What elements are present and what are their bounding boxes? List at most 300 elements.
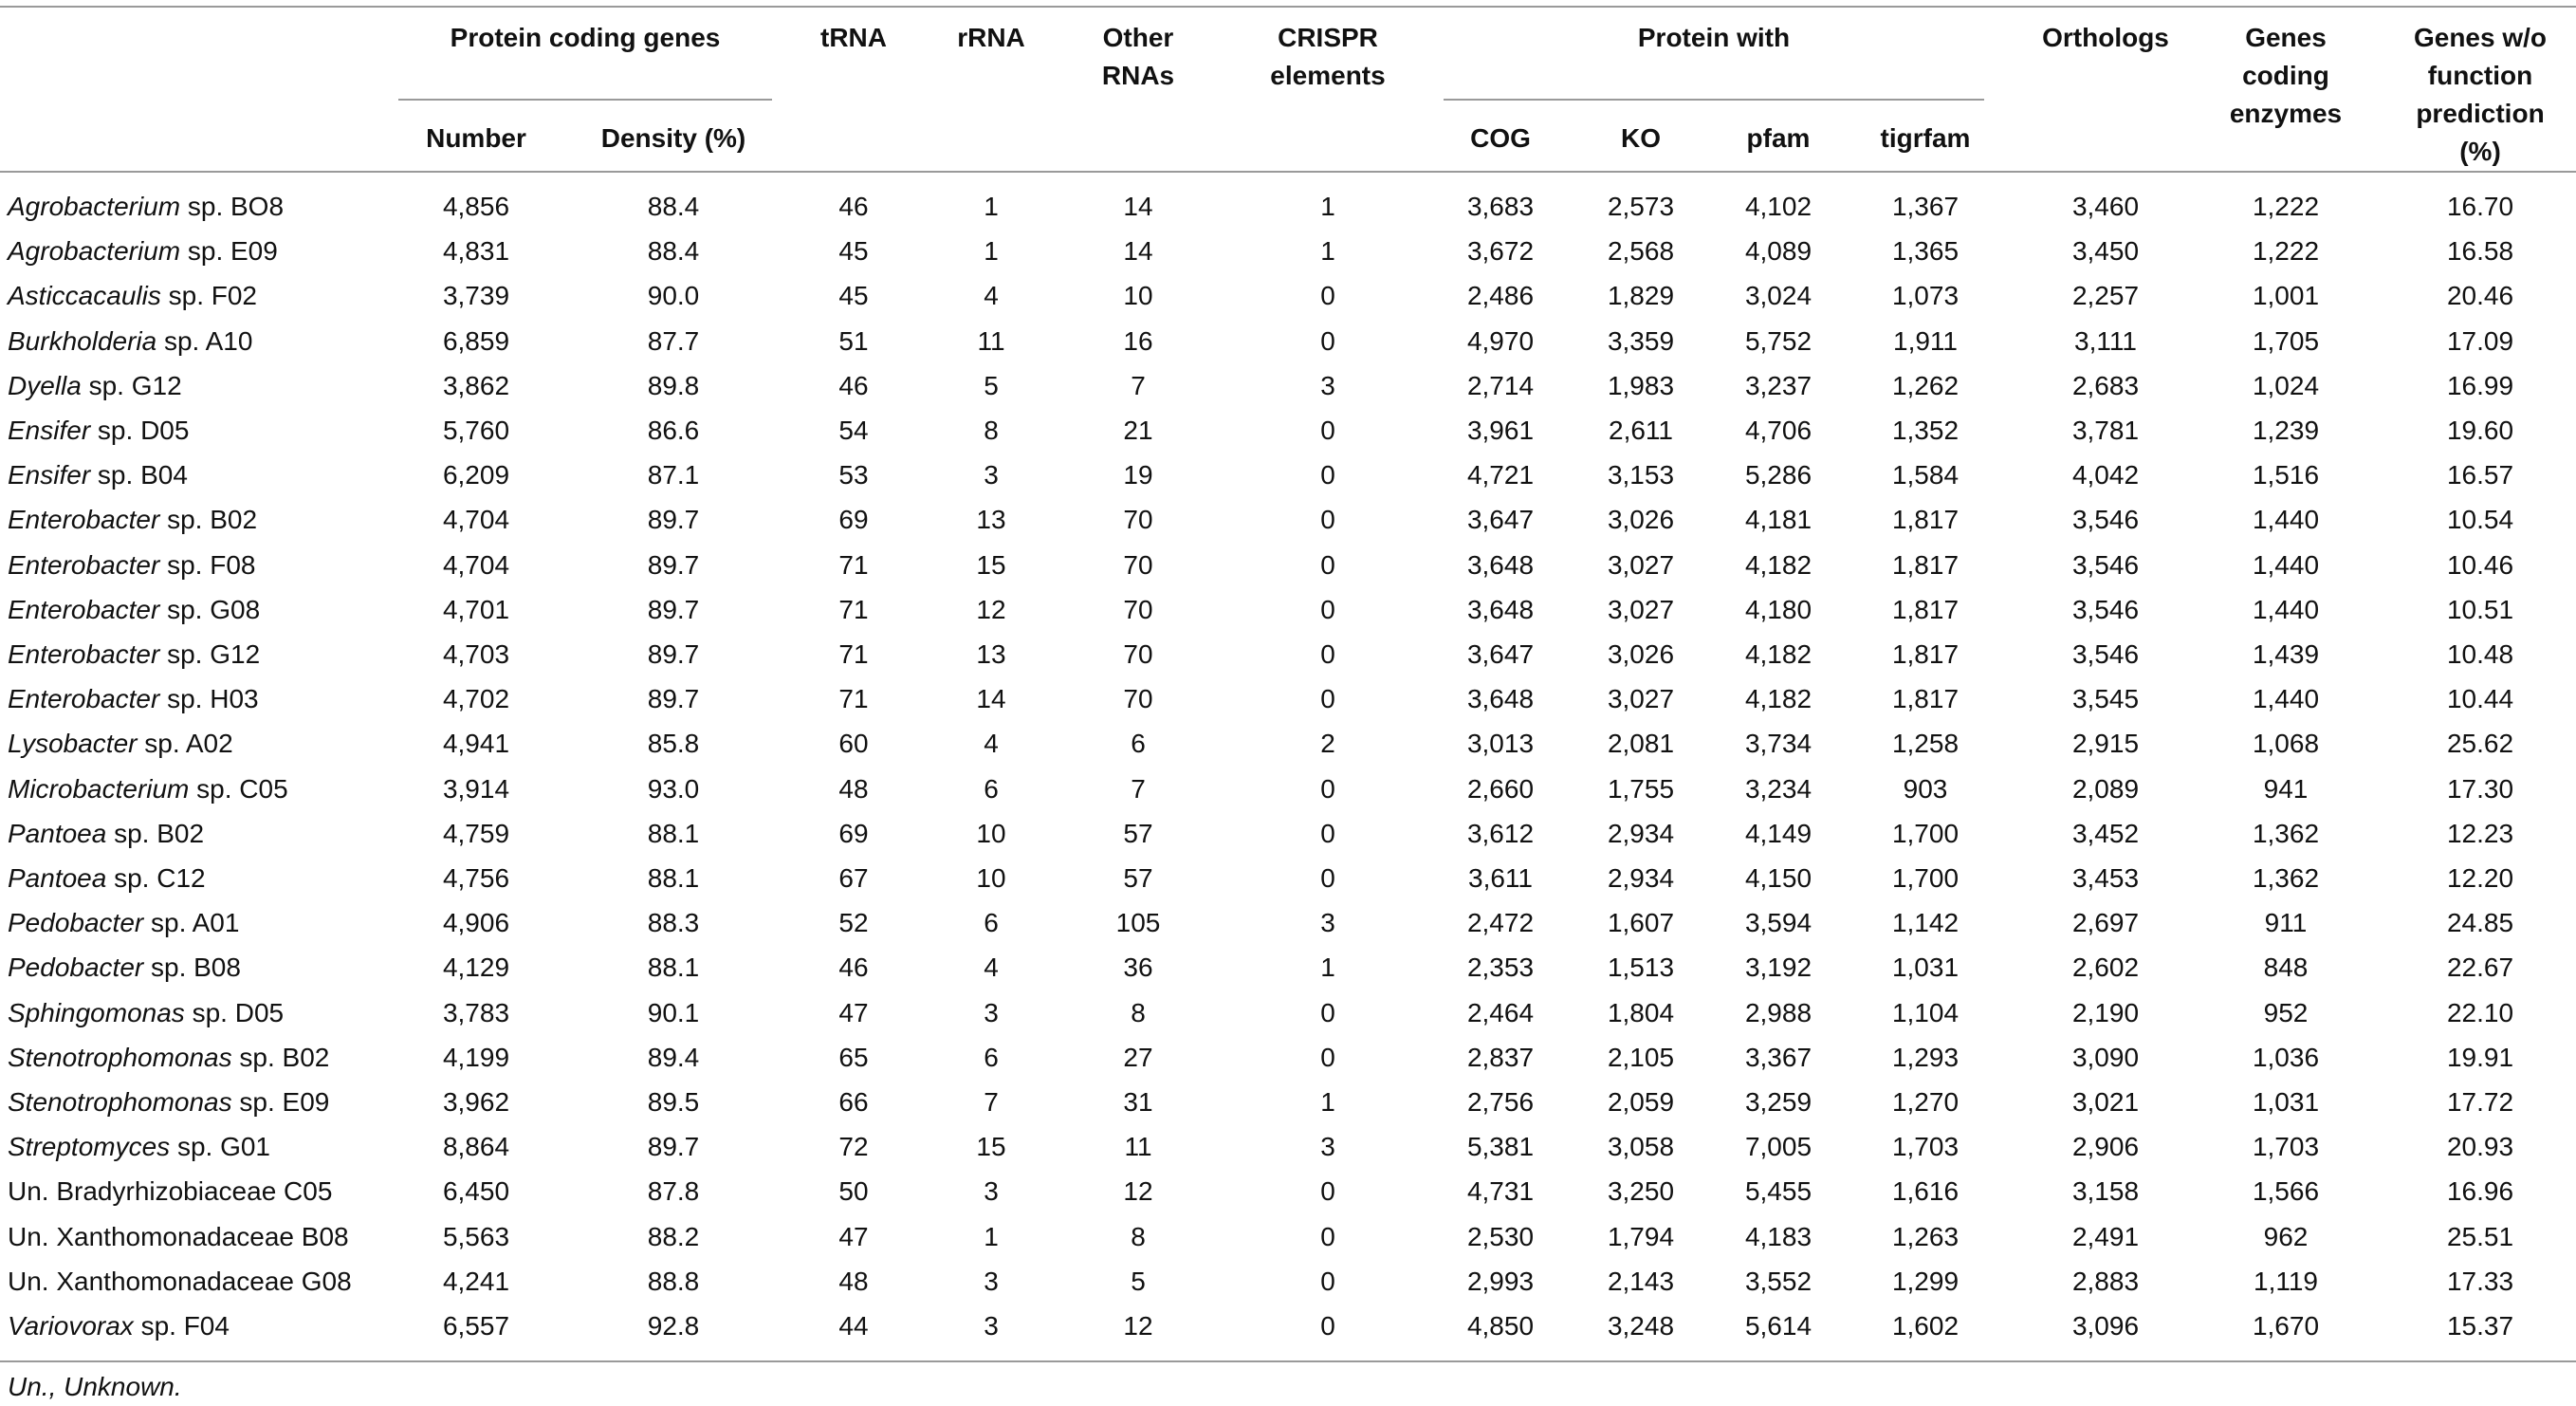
strain-label: sp. F08 <box>159 549 256 580</box>
cell-rrna: 1 <box>984 236 999 267</box>
cell-orthologs: 3,781 <box>2071 416 2140 445</box>
cell-tigrfam: 1,817 <box>1891 684 1960 714</box>
cell-other: 70 <box>1123 639 1153 669</box>
table-bottom-rule <box>0 1360 2576 1362</box>
header-genes-wo-function-line3: prediction <box>2416 99 2545 128</box>
strain-label: sp. H03 <box>159 684 259 714</box>
cell-trna: 46 <box>838 192 869 221</box>
table-row <box>0 229 2576 273</box>
organism-name <box>8 1035 406 1080</box>
cell-number: 4,701 <box>442 594 510 624</box>
genus-name: Enterobacter <box>8 639 160 669</box>
cell-pfam: 5,752 <box>1744 325 1812 356</box>
cell-other: 27 <box>1123 1042 1153 1072</box>
table-row <box>0 1214 2576 1259</box>
cell-other: 31 <box>1123 1087 1153 1117</box>
cell-density: 89.7 <box>647 1132 700 1162</box>
cell-pfam: 3,192 <box>1744 953 1812 983</box>
cell-other: 57 <box>1123 863 1153 893</box>
cell-density: 89.7 <box>647 505 700 535</box>
cell-rrna: 8 <box>984 416 999 445</box>
cell-crispr: 0 <box>1320 818 1335 848</box>
cell-crispr: 1 <box>1320 953 1335 983</box>
cell-trna: 69 <box>838 505 869 535</box>
cell-tigrfam: 1,262 <box>1891 370 1960 400</box>
cell-ko: 3,027 <box>1607 684 1675 714</box>
cell-trna: 52 <box>838 908 869 938</box>
cell-other: 14 <box>1123 236 1153 267</box>
cell-tigrfam: 1,365 <box>1891 236 1960 267</box>
cell-orthologs: 3,453 <box>2071 863 2140 893</box>
strain-label: sp. G12 <box>159 639 261 669</box>
organism-name <box>8 543 406 587</box>
cell-trna: 53 <box>838 460 869 490</box>
cell-tigrfam: 1,293 <box>1891 1042 1960 1072</box>
cell-enzymes: 1,222 <box>2252 236 2320 267</box>
cell-tigrfam: 1,142 <box>1891 908 1960 938</box>
cell-ko: 3,058 <box>1607 1132 1675 1162</box>
cell-ko: 3,027 <box>1607 549 1675 580</box>
cell-rrna: 14 <box>976 684 1006 714</box>
cell-crispr: 1 <box>1320 1087 1335 1117</box>
cell-wo: 25.51 <box>2446 1221 2514 1251</box>
header-genes-wo-function-line2: function <box>2427 61 2533 90</box>
cell-trna: 51 <box>838 325 869 356</box>
cell-other: 70 <box>1123 549 1153 580</box>
strain-label: sp. G01 <box>170 1132 271 1162</box>
cell-rrna: 15 <box>976 1132 1006 1162</box>
cell-orthologs: 2,602 <box>2071 953 2140 983</box>
cell-density: 85.8 <box>647 729 700 759</box>
cell-pfam: 4,180 <box>1744 594 1812 624</box>
cell-crispr: 1 <box>1320 192 1335 221</box>
cell-ko: 1,804 <box>1607 997 1675 1027</box>
cell-enzymes: 941 <box>2263 773 2309 804</box>
table-footnote: Un., Unknown. <box>8 1372 182 1401</box>
cell-pfam: 3,734 <box>1744 729 1812 759</box>
cell-trna: 54 <box>838 416 869 445</box>
cell-pfam: 3,259 <box>1744 1087 1812 1117</box>
cell-wo: 16.70 <box>2446 192 2514 221</box>
cell-cog: 2,660 <box>1466 773 1535 804</box>
cell-crispr: 0 <box>1320 460 1335 490</box>
table-row <box>0 543 2576 587</box>
cell-trna: 66 <box>838 1087 869 1117</box>
cell-rrna: 4 <box>984 953 999 983</box>
genus-name: Lysobacter <box>8 729 138 759</box>
table-row <box>0 1304 2576 1348</box>
cell-rrna: 1 <box>984 1221 999 1251</box>
cell-enzymes: 1,566 <box>2252 1176 2320 1207</box>
header-density: Density (%) <box>600 123 746 153</box>
strain-label: sp. D05 <box>184 997 285 1027</box>
cell-orthologs: 3,450 <box>2071 236 2140 267</box>
cell-pfam: 4,183 <box>1744 1221 1812 1251</box>
cell-density: 87.8 <box>647 1176 700 1207</box>
cell-number: 4,129 <box>442 953 510 983</box>
cell-cog: 2,756 <box>1466 1087 1535 1117</box>
table-row <box>0 319 2576 363</box>
cell-number: 6,450 <box>442 1176 510 1207</box>
cell-cog: 3,648 <box>1466 594 1535 624</box>
genus-name: Enterobacter <box>8 505 160 535</box>
cell-other: 12 <box>1123 1311 1153 1341</box>
cell-cog: 5,381 <box>1466 1132 1535 1162</box>
cell-ko: 3,248 <box>1607 1311 1675 1341</box>
genus-name: Variovorax <box>8 1311 134 1341</box>
cell-pfam: 3,552 <box>1744 1266 1812 1296</box>
cell-orthologs: 2,915 <box>2071 729 2140 759</box>
organism-name <box>8 632 406 676</box>
cell-crispr: 0 <box>1320 1311 1335 1341</box>
cell-ko: 1,755 <box>1607 773 1675 804</box>
cell-pfam: 4,149 <box>1744 818 1812 848</box>
strain-label: sp. C12 <box>106 863 206 893</box>
strain-label: sp. A10 <box>156 325 253 356</box>
cell-density: 89.7 <box>647 594 700 624</box>
cell-tigrfam: 1,258 <box>1891 729 1960 759</box>
cell-crispr: 0 <box>1320 1042 1335 1072</box>
organism-name <box>8 811 406 856</box>
cell-rrna: 11 <box>977 325 1005 356</box>
cell-other: 8 <box>1131 1221 1146 1251</box>
cell-density: 88.1 <box>647 863 700 893</box>
organism-name <box>8 990 406 1035</box>
cell-other: 10 <box>1123 281 1153 311</box>
cell-orthologs: 2,257 <box>2071 281 2140 311</box>
cell-number: 6,557 <box>442 1311 510 1341</box>
strain-label: sp. BO8 <box>180 192 285 221</box>
cell-orthologs: 3,546 <box>2071 549 2140 580</box>
table-row <box>0 1035 2576 1080</box>
cell-cog: 3,647 <box>1466 639 1535 669</box>
cell-pfam: 7,005 <box>1744 1132 1812 1162</box>
cell-crispr: 0 <box>1320 505 1335 535</box>
table-row <box>0 408 2576 453</box>
cell-other: 5 <box>1131 1266 1146 1296</box>
cell-wo: 10.51 <box>2446 594 2514 624</box>
genus-name: Enterobacter <box>8 594 160 624</box>
cell-ko: 2,568 <box>1607 236 1675 267</box>
cell-rrna: 4 <box>984 281 999 311</box>
cell-cog: 3,672 <box>1466 236 1535 267</box>
cell-trna: 47 <box>838 1221 869 1251</box>
strain-label: sp. B02 <box>159 505 258 535</box>
cell-other: 19 <box>1123 460 1153 490</box>
cell-trna: 71 <box>838 639 869 669</box>
cell-trna: 45 <box>838 236 869 267</box>
genus-name: Agrobacterium <box>8 192 181 221</box>
cell-tigrfam: 903 <box>1903 773 1948 804</box>
cell-rrna: 10 <box>976 818 1006 848</box>
cell-density: 89.7 <box>647 639 700 669</box>
organism-name <box>8 1169 406 1213</box>
cell-crispr: 0 <box>1320 416 1335 445</box>
cell-pfam: 2,988 <box>1744 997 1812 1027</box>
cell-orthologs: 3,545 <box>2071 684 2140 714</box>
cell-trna: 46 <box>838 953 869 983</box>
organism-name <box>8 1259 406 1304</box>
cell-orthologs: 2,190 <box>2071 997 2140 1027</box>
strain-label: sp. E09 <box>231 1087 330 1117</box>
cell-cog: 2,464 <box>1466 997 1535 1027</box>
genus-name: Ensifer <box>8 460 91 490</box>
organism-name <box>8 900 406 945</box>
cell-trna: 71 <box>838 549 869 580</box>
cell-density: 89.7 <box>647 684 700 714</box>
cell-ko: 3,027 <box>1607 594 1675 624</box>
cell-enzymes: 952 <box>2263 997 2309 1027</box>
cell-other: 36 <box>1123 953 1153 983</box>
genus-name: Enterobacter <box>8 684 160 714</box>
cell-wo: 17.72 <box>2446 1087 2514 1117</box>
cell-trna: 48 <box>838 1266 869 1296</box>
cell-cog: 2,472 <box>1466 908 1535 938</box>
cell-orthologs: 3,460 <box>2071 192 2140 221</box>
cell-density: 88.4 <box>647 236 700 267</box>
header-other-rnas-line1: Other <box>1102 23 1174 52</box>
genus-name: Streptomyces <box>8 1132 171 1162</box>
cell-ko: 2,934 <box>1607 818 1675 848</box>
strain-label: sp. B02 <box>106 818 205 848</box>
header-cog: COG <box>1470 123 1531 153</box>
cell-rrna: 7 <box>984 1087 999 1117</box>
cell-wo: 15.37 <box>2446 1311 2514 1341</box>
cell-tigrfam: 1,263 <box>1891 1221 1960 1251</box>
cell-cog: 3,961 <box>1466 416 1535 445</box>
cell-trna: 60 <box>838 729 869 759</box>
organism-name <box>8 1124 406 1169</box>
cell-pfam: 5,286 <box>1744 460 1812 490</box>
cell-tigrfam: 1,703 <box>1891 1132 1960 1162</box>
cell-ko: 3,026 <box>1607 639 1675 669</box>
cell-density: 86.6 <box>647 416 700 445</box>
cell-ko: 3,359 <box>1607 325 1675 356</box>
cell-orthologs: 3,021 <box>2071 1087 2140 1117</box>
cell-enzymes: 1,703 <box>2252 1132 2320 1162</box>
cell-tigrfam: 1,352 <box>1891 416 1960 445</box>
genus-name: Microbacterium <box>8 773 190 804</box>
table-row <box>0 453 2576 497</box>
cell-cog: 2,993 <box>1466 1266 1535 1296</box>
cell-number: 5,760 <box>442 416 510 445</box>
organism-name <box>8 453 406 497</box>
cell-wo: 17.30 <box>2446 773 2514 804</box>
cell-enzymes: 1,440 <box>2252 684 2320 714</box>
cell-wo: 12.23 <box>2446 818 2514 848</box>
cell-ko: 2,105 <box>1607 1042 1675 1072</box>
cell-density: 88.3 <box>647 908 700 938</box>
genus-name: Burkholderia <box>8 325 157 356</box>
cell-pfam: 4,102 <box>1744 192 1812 221</box>
organism-name <box>8 676 406 721</box>
cell-tigrfam: 1,700 <box>1891 863 1960 893</box>
cell-other: 21 <box>1123 416 1153 445</box>
cell-number: 4,759 <box>442 818 510 848</box>
table-row <box>0 497 2576 542</box>
cell-rrna: 13 <box>976 505 1006 535</box>
organism-name <box>8 229 406 273</box>
protein-coding-genes-rule <box>398 99 772 101</box>
cell-enzymes: 1,670 <box>2252 1311 2320 1341</box>
cell-wo: 16.57 <box>2446 460 2514 490</box>
header-ko: KO <box>1621 123 1661 153</box>
cell-density: 92.8 <box>647 1311 700 1341</box>
table-row <box>0 363 2576 408</box>
organism-name <box>8 856 406 900</box>
cell-tigrfam: 1,299 <box>1891 1266 1960 1296</box>
cell-density: 89.7 <box>647 549 700 580</box>
cell-enzymes: 1,119 <box>2254 1266 2318 1296</box>
strain-label: sp. B04 <box>90 460 188 490</box>
cell-orthologs: 3,546 <box>2071 639 2140 669</box>
cell-cog: 4,970 <box>1466 325 1535 356</box>
cell-rrna: 6 <box>984 773 999 804</box>
header-trna: tRNA <box>820 23 887 52</box>
cell-number: 4,756 <box>442 863 510 893</box>
cell-number: 4,831 <box>442 236 510 267</box>
cell-other: 70 <box>1123 594 1153 624</box>
cell-cog: 3,013 <box>1466 729 1535 759</box>
genus-name: Stenotrophomonas <box>8 1087 232 1117</box>
cell-crispr: 0 <box>1320 325 1335 356</box>
cell-other: 8 <box>1131 997 1146 1027</box>
cell-wo: 19.91 <box>2446 1042 2514 1072</box>
cell-pfam: 4,182 <box>1744 684 1812 714</box>
header-protein-with: Protein with <box>1637 23 1791 52</box>
cell-number: 8,864 <box>442 1132 510 1162</box>
organism-name <box>8 497 406 542</box>
cell-crispr: 0 <box>1320 773 1335 804</box>
cell-wo: 10.54 <box>2446 505 2514 535</box>
cell-crispr: 0 <box>1320 1176 1335 1207</box>
table-row <box>0 1080 2576 1124</box>
cell-crispr: 1 <box>1320 236 1335 267</box>
cell-trna: 45 <box>838 281 869 311</box>
cell-wo: 25.62 <box>2446 729 2514 759</box>
header-bottom-rule <box>0 171 2576 173</box>
table-row <box>0 273 2576 318</box>
cell-wo: 20.46 <box>2446 281 2514 311</box>
table-row <box>0 721 2576 766</box>
cell-wo: 12.20 <box>2446 863 2514 893</box>
cell-other: 7 <box>1131 370 1146 400</box>
header-crispr-line1: CRISPR <box>1278 23 1378 52</box>
cell-wo: 16.58 <box>2446 236 2514 267</box>
cell-trna: 71 <box>838 594 869 624</box>
cell-pfam: 4,089 <box>1744 236 1812 267</box>
organism-name <box>8 408 406 453</box>
cell-crispr: 0 <box>1320 863 1335 893</box>
cell-number: 4,704 <box>442 549 510 580</box>
cell-wo: 16.96 <box>2446 1176 2514 1207</box>
cell-pfam: 3,367 <box>1744 1042 1812 1072</box>
table-row <box>0 856 2576 900</box>
cell-orthologs: 2,491 <box>2071 1221 2140 1251</box>
cell-crispr: 0 <box>1320 549 1335 580</box>
cell-rrna: 15 <box>976 549 1006 580</box>
genus-name: Agrobacterium <box>8 236 181 267</box>
cell-wo: 20.93 <box>2446 1132 2514 1162</box>
cell-wo: 10.44 <box>2446 684 2514 714</box>
cell-trna: 72 <box>838 1132 869 1162</box>
cell-crispr: 0 <box>1320 639 1335 669</box>
strain-label: sp. E09 <box>180 236 278 267</box>
header-crispr-line2: elements <box>1270 61 1386 90</box>
organism-name <box>8 363 406 408</box>
cell-other: 11 <box>1124 1132 1152 1162</box>
cell-enzymes: 1,440 <box>2252 505 2320 535</box>
genus-name: Enterobacter <box>8 549 160 580</box>
cell-tigrfam: 1,584 <box>1891 460 1960 490</box>
header-genes-coding-enzymes-line1: Genes <box>2245 23 2327 52</box>
cell-orthologs: 2,697 <box>2071 908 2140 938</box>
cell-enzymes: 1,031 <box>2252 1087 2320 1117</box>
protein-with-rule <box>1444 99 1984 101</box>
table-row <box>0 900 2576 945</box>
cell-ko: 2,611 <box>1609 416 1673 445</box>
cell-enzymes: 1,036 <box>2252 1042 2320 1072</box>
table-row <box>0 1169 2576 1213</box>
cell-number: 4,199 <box>442 1042 510 1072</box>
cell-trna: 65 <box>838 1042 869 1072</box>
cell-wo: 10.46 <box>2446 549 2514 580</box>
cell-tigrfam: 1,602 <box>1891 1311 1960 1341</box>
cell-wo: 16.99 <box>2446 370 2514 400</box>
cell-number: 3,739 <box>442 281 510 311</box>
cell-number: 4,241 <box>442 1266 510 1296</box>
cell-orthologs: 2,906 <box>2071 1132 2140 1162</box>
cell-enzymes: 1,705 <box>2252 325 2320 356</box>
cell-cog: 2,353 <box>1466 953 1535 983</box>
cell-enzymes: 1,239 <box>2252 416 2320 445</box>
cell-number: 3,783 <box>442 997 510 1027</box>
organism-name <box>8 1080 406 1124</box>
organism-name <box>8 721 406 766</box>
cell-ko: 2,934 <box>1607 863 1675 893</box>
cell-orthologs: 2,089 <box>2071 773 2140 804</box>
cell-other: 6 <box>1131 729 1146 759</box>
cell-number: 4,856 <box>442 192 510 221</box>
cell-orthologs: 3,158 <box>2071 1176 2140 1207</box>
cell-other: 12 <box>1123 1176 1153 1207</box>
cell-ko: 1,794 <box>1607 1221 1675 1251</box>
cell-cog: 4,721 <box>1466 460 1535 490</box>
cell-tigrfam: 1,817 <box>1891 639 1960 669</box>
cell-wo: 19.60 <box>2446 416 2514 445</box>
cell-crispr: 3 <box>1320 370 1335 400</box>
cell-crispr: 0 <box>1320 1221 1335 1251</box>
cell-pfam: 4,182 <box>1744 549 1812 580</box>
genus-name: Ensifer <box>8 416 91 445</box>
cell-tigrfam: 1,700 <box>1891 818 1960 848</box>
cell-tigrfam: 1,616 <box>1891 1176 1960 1207</box>
cell-density: 88.8 <box>647 1266 700 1296</box>
table-row <box>0 1124 2576 1169</box>
genus-name: Dyella <box>8 370 82 400</box>
cell-cog: 3,648 <box>1466 684 1535 714</box>
cell-enzymes: 1,516 <box>2252 460 2320 490</box>
cell-density: 87.7 <box>647 325 700 356</box>
cell-ko: 3,250 <box>1607 1176 1675 1207</box>
cell-rrna: 6 <box>984 908 999 938</box>
cell-cog: 2,837 <box>1466 1042 1535 1072</box>
cell-rrna: 6 <box>984 1042 999 1072</box>
cell-crispr: 2 <box>1320 729 1335 759</box>
cell-cog: 4,850 <box>1466 1311 1535 1341</box>
cell-orthologs: 3,546 <box>2071 505 2140 535</box>
cell-enzymes: 1,068 <box>2252 729 2320 759</box>
